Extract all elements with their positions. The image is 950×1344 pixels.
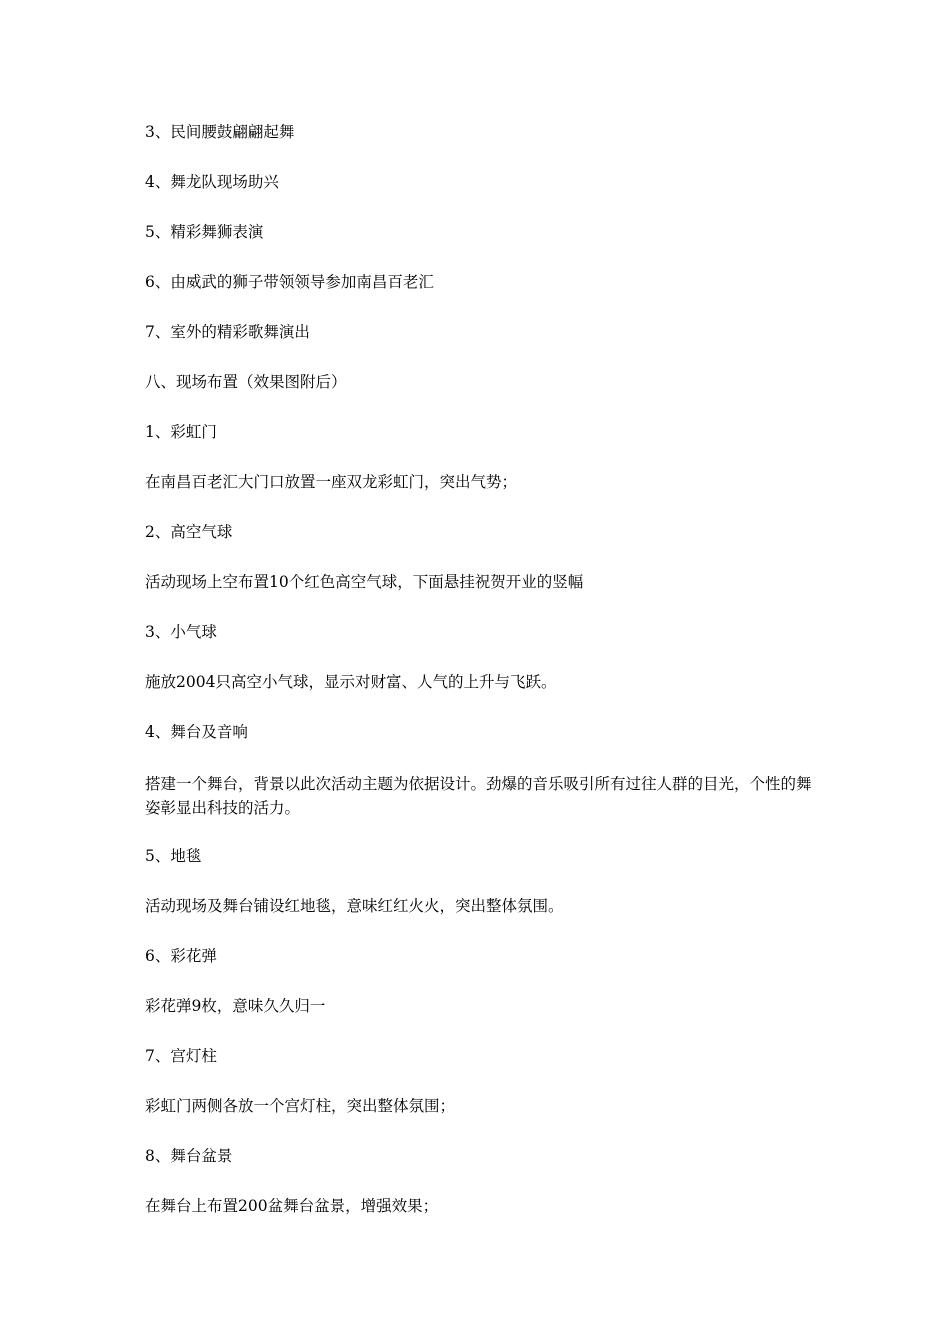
body-paragraph: 彩花弹9枚，意味久久归一 <box>145 997 326 1015</box>
subheading: 4、舞台及音响 <box>145 723 248 741</box>
section-heading: 八、现场布置（效果图附后） <box>145 373 347 391</box>
body-paragraph: 搭建一个舞台，背景以此次活动主题为依据设计。劲爆的音乐吸引所有过往人群的目光，个性的舞姿彰显出科技的活力。 <box>145 775 812 817</box>
document-body <box>145 122 815 1246</box>
list-item: 3、民间腰鼓翩翩起舞 <box>145 123 295 141</box>
body-paragraph: 在舞台上布置200盆舞台盆景，增强效果； <box>145 1197 439 1215</box>
body-paragraph: 彩虹门两侧各放一个宫灯柱，突出整体氛围； <box>145 1097 456 1115</box>
subheading: 1、彩虹门 <box>145 423 217 441</box>
subheading: 2、高空气球 <box>145 523 233 541</box>
subheading: 6、彩花弹 <box>145 947 217 965</box>
body-paragraph: 施放2004只高空小气球，显示对财富、人气的上升与飞跃。 <box>145 673 557 691</box>
subheading: 5、地毯 <box>145 847 202 865</box>
list-item: 4、舞龙队现场助兴 <box>145 173 279 191</box>
subheading: 7、宫灯柱 <box>145 1047 217 1065</box>
body-paragraph: 在南昌百老汇大门口放置一座双龙彩虹门，突出气势； <box>145 473 518 491</box>
subheading: 8、舞台盆景 <box>145 1147 233 1165</box>
subheading: 3、小气球 <box>145 623 217 641</box>
body-paragraph: 活动现场及舞台铺设红地毯，意味红红火火，突出整体氛围。 <box>145 897 564 915</box>
body-paragraph: 活动现场上空布置10个红色高空气球，下面悬挂祝贺开业的竖幅 <box>145 573 584 591</box>
list-item: 6、由威武的狮子带领领导参加南昌百老汇 <box>145 273 434 291</box>
list-item: 5、精彩舞狮表演 <box>145 223 264 241</box>
list-item: 7、室外的精彩歌舞演出 <box>145 323 310 341</box>
